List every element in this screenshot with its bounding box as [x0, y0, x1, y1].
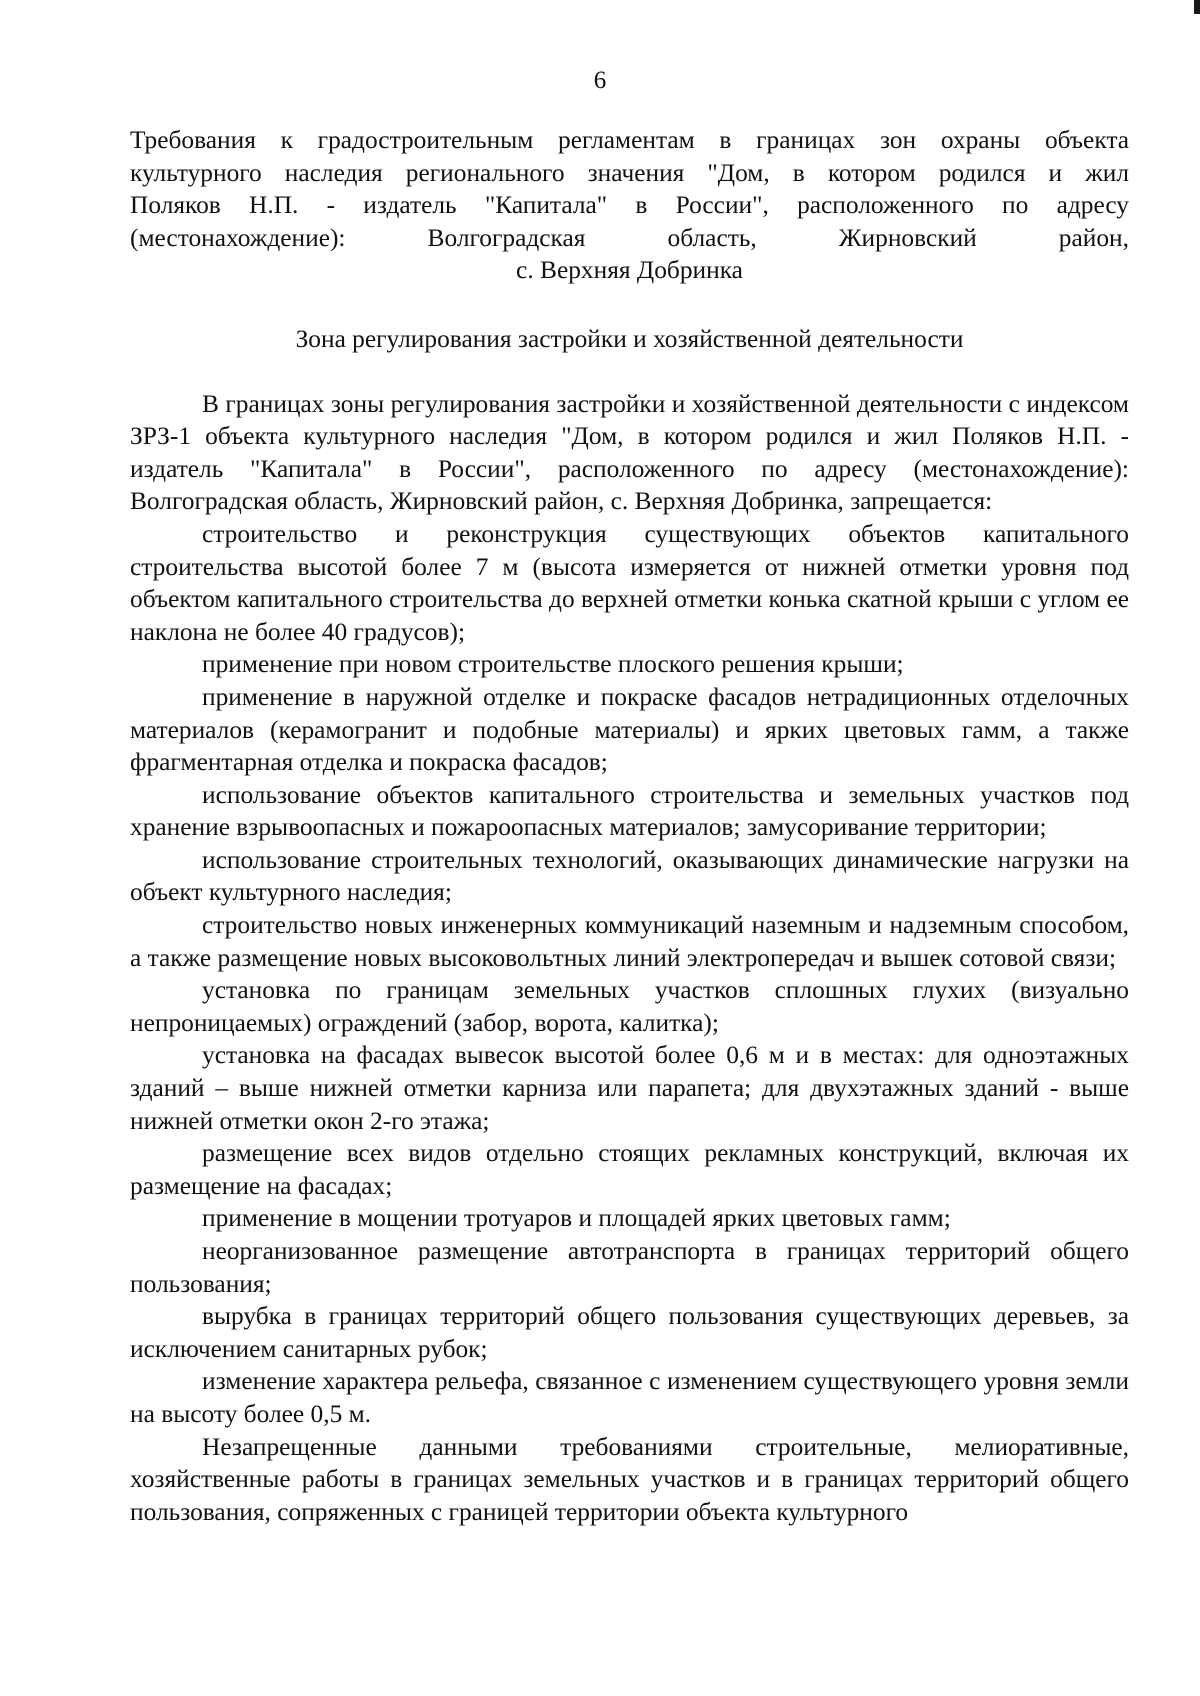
paragraph: применение при новом строительстве плоского решения крыши; [202, 650, 904, 679]
paragraph: Незапрещенные данными требованиями строительные, мелиоративные, хозяйственные работы в границах земельных участков и в границах территорий общего пользования, сопряженных с границей территории объекта культурного [130, 1432, 1129, 1526]
heading-line: Требования к градостроительным регламентам в границах зон охраны объекта [130, 126, 1129, 154]
paragraph: строительство и реконструкция существующих объектов капитального строительства высотой более 7 м (высота измеряется от нижней отметки уровня под объектом капитального строительства до верхней отметки конька скатной крыши с углом ее наклона не более 40 градусов); [130, 519, 1129, 646]
paragraph: размещение всех видов отдельно стоящих рекламных конструкций, включая их размещение на фасадах; [130, 1139, 1129, 1200]
paragraph: использование строительных технологий, оказывающих динамические нагрузки на объект культурного наследия; [130, 845, 1129, 907]
zone-title: Зона регулирования застройки и хозяйственной деятельности [295, 324, 964, 353]
heading-line: (местонахождение): Волгоградская область, Жирновский район, [130, 223, 1129, 252]
paragraph: применение в мощении тротуаров и площадей ярких цветовых гамм; [202, 1204, 951, 1233]
paragraph: изменение характера рельефа, связанное с изменением существующего уровня земли на высоту более 0,5 м. [130, 1367, 1129, 1428]
paragraph: В границах зоны регулирования застройки и хозяйственной деятельности с индексом ЗРЗ-1 объекта культурного наследия "Дом, в котором родился и жил Поляков Н.П. - издатель "Капитала" в России", расположенного по адресу (местонахождение): Волгоградская область, Жирновский район, с. Верхняя Добринка, запрещается: [130, 389, 1129, 516]
document-body [130, 124, 1129, 1528]
page-number: 6 [593, 67, 607, 94]
paragraph: неорганизованное размещение автотранспорта в границах территорий общего пользования; [130, 1237, 1129, 1298]
paragraph: применение в наружной отделке и покраске фасадов нетрадиционных отделочных материалов (керамогранит и подобные материалы) и ярких цветовых гамм, а также фрагментарная отделка и покраска фасадов; [130, 682, 1129, 777]
paragraph: использование объектов капитального строительства и земельных участков под хранение взрывоопасных и пожароопасных материалов; замусоривание территории; [130, 780, 1129, 842]
heading-line: культурного наследия регионального значения "Дом, в котором родился и жил [130, 158, 1129, 187]
heading-line: с. Верхняя Добринка [516, 256, 743, 285]
paragraph: установка на фасадах вывесок высотой более 0,6 м и в местах: для одноэтажных зданий – выше нижней отметки карниза или парапета; для двухэтажных зданий - выше нижней отметки окон 2-го этажа; [130, 1041, 1129, 1135]
scan-edge-mark [1194, 0, 1200, 14]
paragraph: вырубка в границах территорий общего пользования существующих деревьев, за исключением санитарных рубок; [130, 1302, 1129, 1363]
heading-line: Поляков Н.П. - издатель "Капитала" в России", расположенного по адресу [130, 191, 1129, 220]
document-heading [130, 124, 1129, 287]
paragraph: установка по границам земельных участков сплошных глухих (визуально непроницаемых) ограждений (забор, ворота, калитка); [130, 976, 1129, 1037]
paragraph: строительство новых инженерных коммуникаций наземным и надземным способом, а также размещение новых высоковольтных линий электропередач и вышек сотовой связи; [130, 911, 1129, 972]
